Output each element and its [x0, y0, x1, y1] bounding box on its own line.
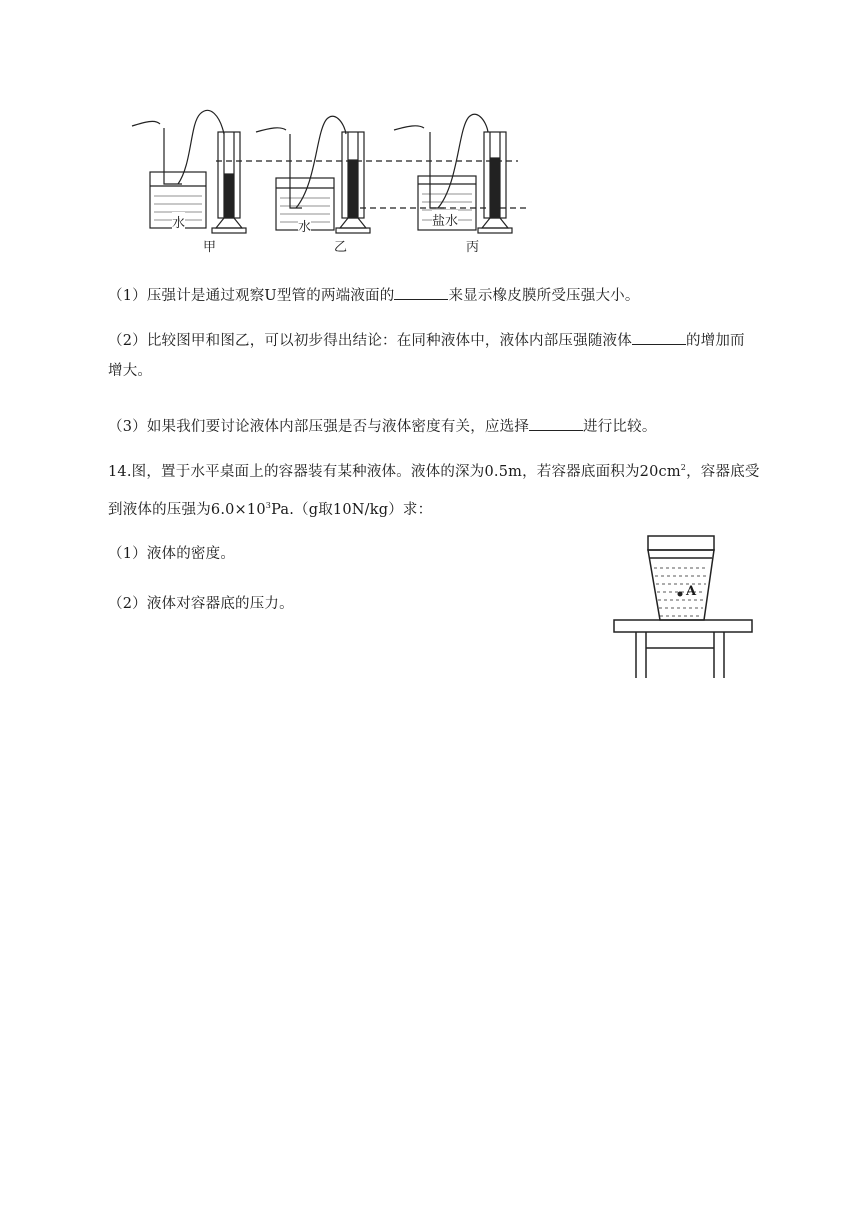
problem-14-line-2: 到液体的压强为$6.0\times 10^3Pa.(g$取10N/kg）求： — [108, 501, 433, 518]
problem-14-line-1: 14.图，置于水平桌面上的容器装有某种液体。液体的深为0.5m，若容器底面积为$20cm^2$，容器底受 — [108, 463, 760, 480]
answer-blank-3[interactable] — [529, 418, 583, 431]
question-2: （2）比较图甲和图乙，可以初步得出结论：在同种液体中，液体内部压强随液体 的增加而增大。 — [108, 333, 745, 379]
liquid-label-1: 水 — [172, 212, 185, 231]
liquid-label-3: 盐水 — [432, 210, 458, 229]
figure-label-jia: 甲 — [203, 240, 217, 255]
figure-label-yi: 乙 — [334, 240, 348, 255]
answer-blank-1[interactable] — [394, 287, 448, 300]
pressure-gauge-figure — [120, 104, 530, 256]
question-1: （1）压强计是通过观察U型管的两端液面的 来显示橡皮膜所受压强大小。 — [108, 288, 640, 304]
problem-14-sub-1: （1）液体的密度。 — [108, 546, 236, 562]
problem-14-sub-2: （2）液体对容器底的压力。 — [108, 596, 294, 612]
point-a-marker — [678, 592, 683, 597]
question-3: （3）如果我们要讨论液体内部压强是否与液体密度有关，应选择 进行比较。 — [108, 419, 657, 435]
answer-blank-2[interactable] — [632, 332, 686, 345]
figure-label-bing: 丙 — [466, 240, 480, 255]
container-on-table-figure — [608, 532, 758, 682]
point-a-label: A — [686, 584, 697, 599]
liquid-label-2: 水 — [298, 216, 311, 235]
